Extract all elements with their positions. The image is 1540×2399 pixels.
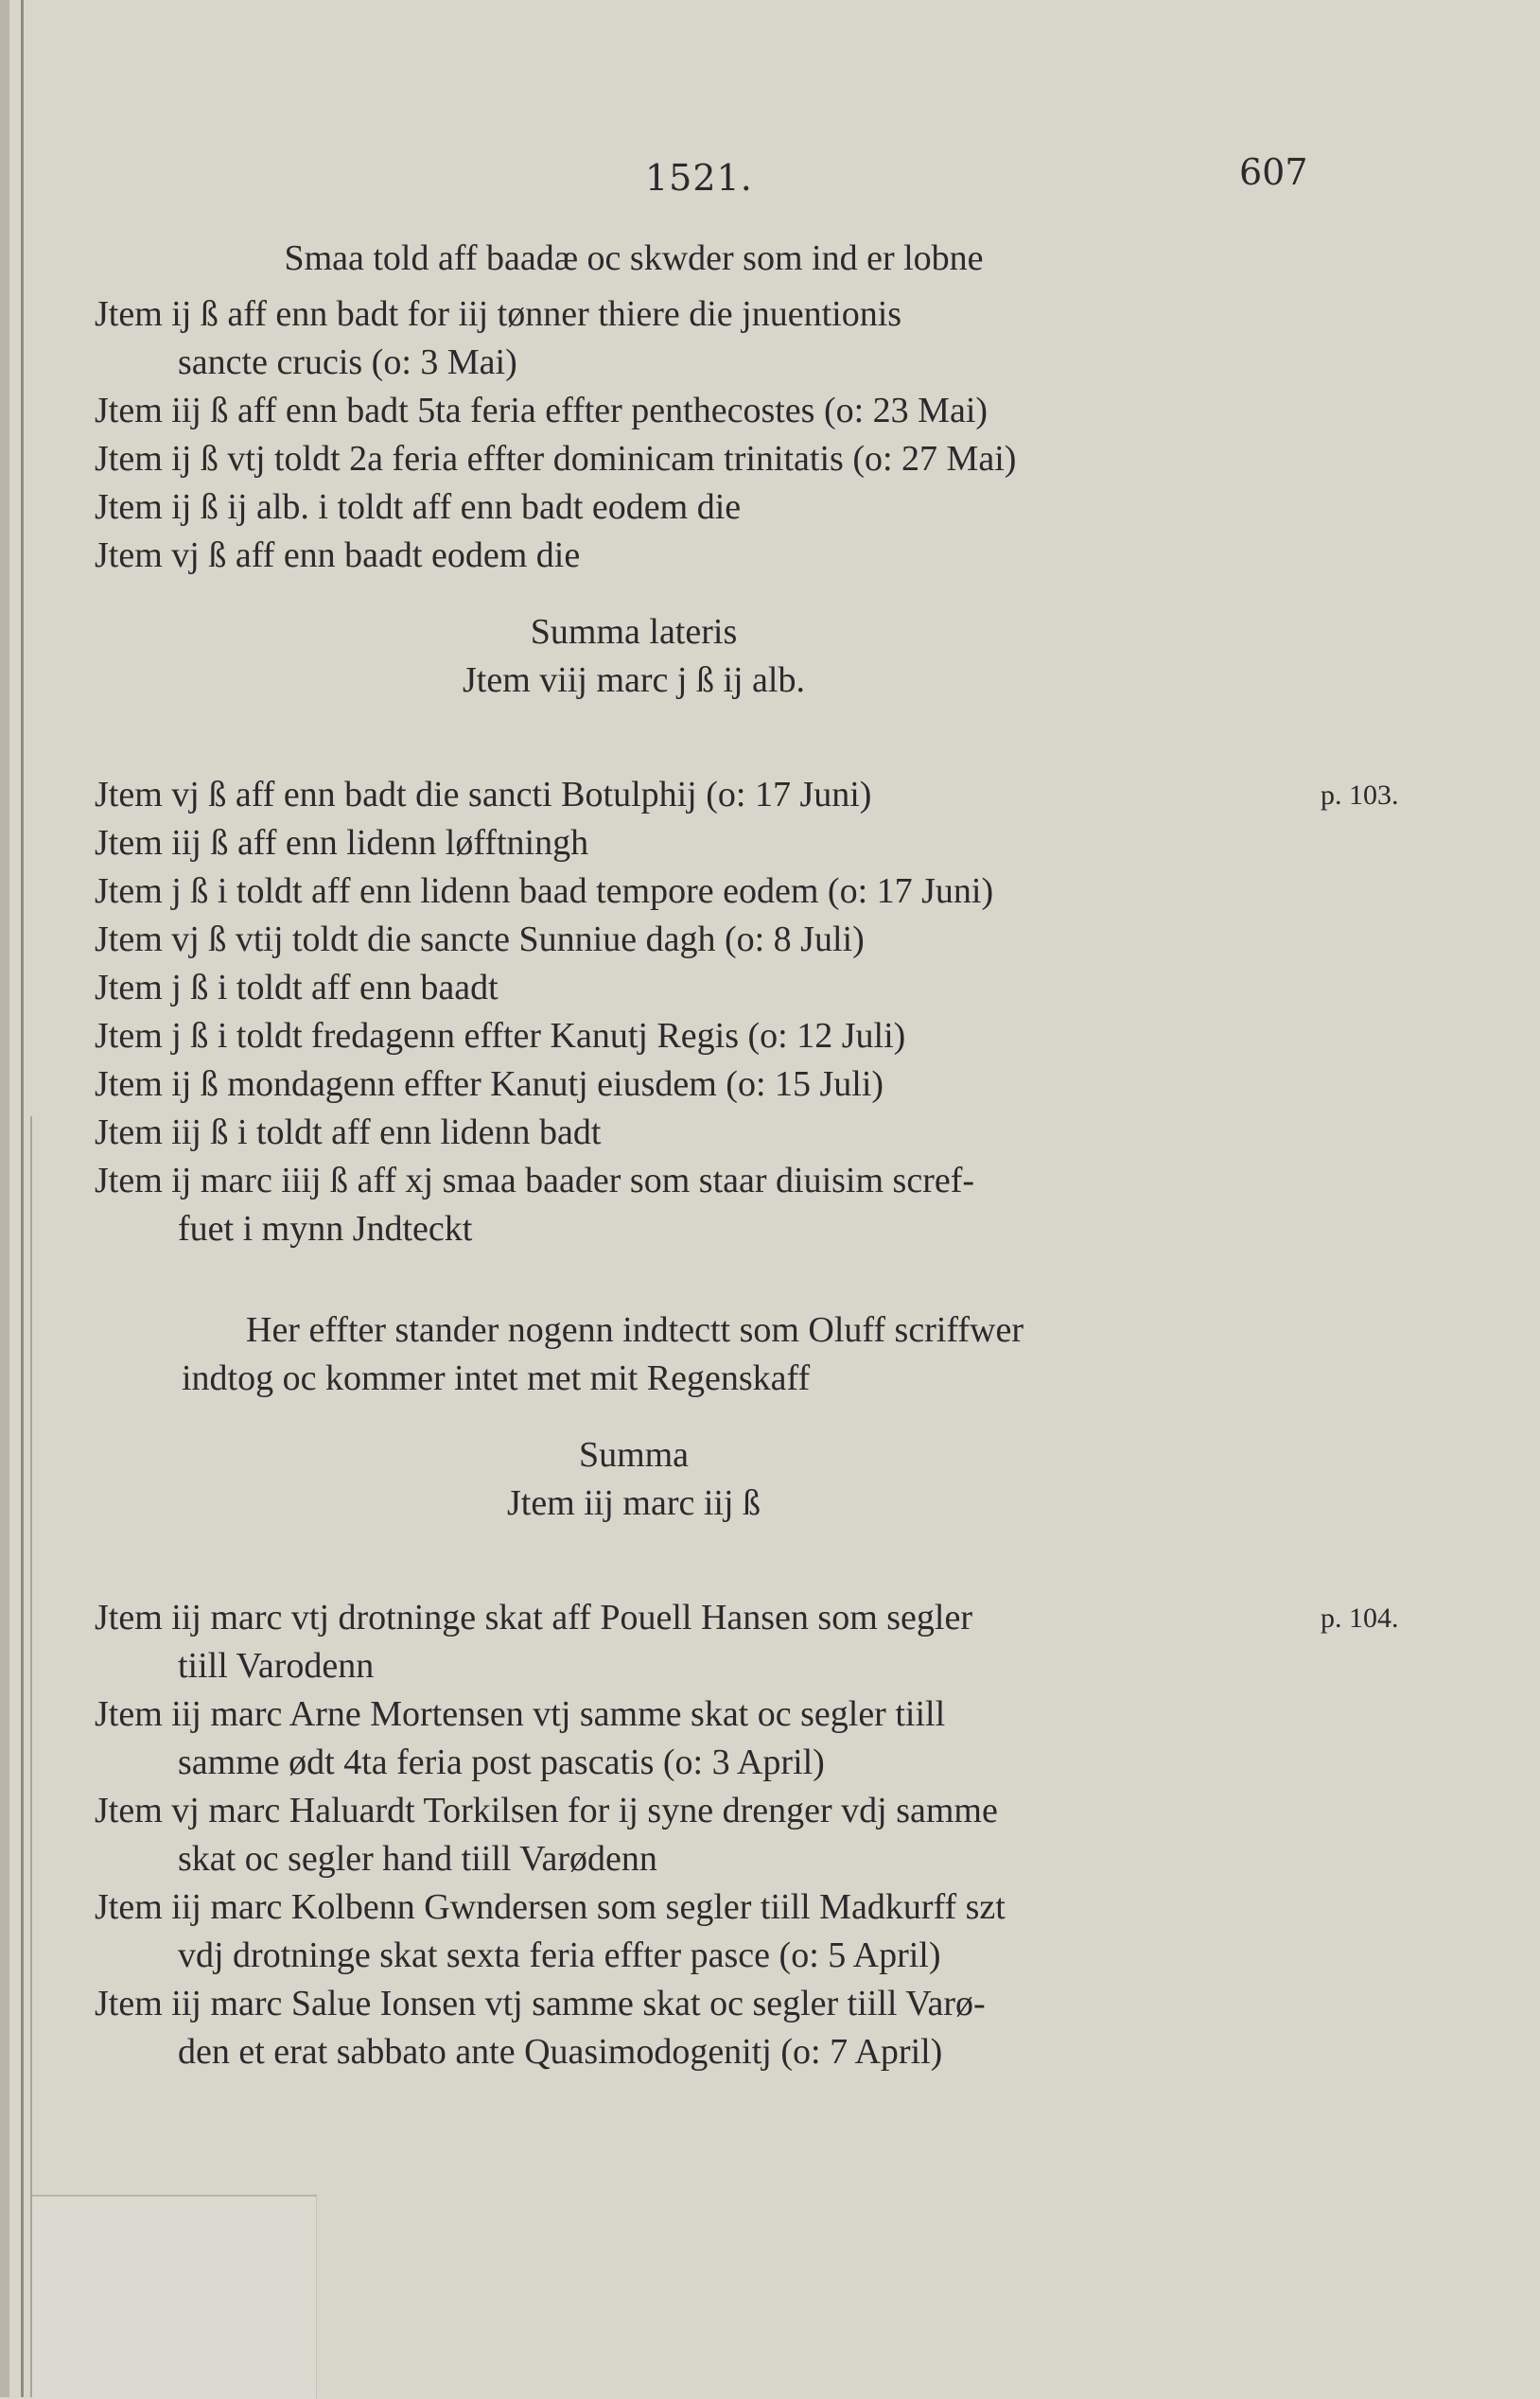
header-year: 1521. <box>645 157 753 199</box>
entry-line: Jtem j ß i toldt aff enn baadt <box>95 968 499 1007</box>
entry-line-continued: vdj drotninge skat sexta feria effter pasce (o: 5 April) <box>178 1935 941 1975</box>
entry-line: Jtem vj marc Haluardt Torkilsen for ij syne drenger vdj samme <box>95 1791 998 1830</box>
entry-line: Jtem iij ß aff enn lidenn løfftningh <box>95 823 589 863</box>
entry-line: Jtem ij ß vtj toldt 2a feria effter dominicam trinitatis (o: 27 Mai) <box>95 439 1017 479</box>
entry-line: Jtem vj ß aff enn badt die sancti Botulphij (o: 17 Juni) <box>95 775 872 814</box>
entry-line: Jtem ij marc iiij ß aff xj smaa baader som staar diuisim scref- <box>95 1161 975 1200</box>
summa-label: Summa <box>578 1435 690 1475</box>
entry-line: Jtem vj ß aff enn baadt eodem die <box>95 535 581 575</box>
summa-label: Summa lateris <box>530 612 738 652</box>
entry-line: Jtem ij ß mondagenn effter Kanutj eiusdem (o: 15 Juli) <box>95 1064 884 1104</box>
entry-line: Jtem iij marc Arne Mortensen vtj samme skat oc segler tiill <box>95 1694 946 1734</box>
body-text <box>95 235 1399 2076</box>
entry-line: Jtem iij ß i toldt aff enn lidenn badt <box>95 1112 602 1152</box>
entry-line-continued: sancte crucis (o: 3 Mai) <box>178 342 517 382</box>
entry-line: Jtem j ß i toldt fredagenn effter Kanutj Regis (o: 12 Juli) <box>95 1016 906 1056</box>
entry-line-continued: tiill Varodenn <box>178 1646 375 1686</box>
entry-row <box>95 1594 1399 1642</box>
note-line: indtog oc kommer intet met mit Regenskaff <box>182 1358 811 1398</box>
entry-row <box>95 771 1399 819</box>
summa-value: Jtem iij marc iij ß <box>506 1483 761 1523</box>
margin-reference: p. 103. <box>1321 779 1399 811</box>
summa-value: Jtem viij marc j ß ij alb. <box>463 660 805 700</box>
entry-line: Jtem vj ß vtij toldt die sancte Sunniue dagh (o: 8 Juli) <box>95 919 865 959</box>
entry-line-continued: fuet i mynn Jndteckt <box>178 1209 473 1249</box>
section-heading: Smaa told aff baadæ oc skwder som ind er lobne <box>284 238 984 278</box>
running-header <box>9 151 1540 204</box>
entry-line: Jtem j ß i toldt aff enn lidenn baad tempore eodem (o: 17 Juni) <box>95 871 994 911</box>
entry-line: Jtem ij ß ij alb. i toldt aff enn badt eodem die <box>95 487 742 527</box>
entry-line: Jtem iij marc Salue Ionsen vtj samme skat oc segler tiill Varø- <box>95 1984 986 2023</box>
entry-line: Jtem ij ß aff enn badt for iij tønner thiere die jnuentionis <box>95 294 902 334</box>
page-corner <box>32 2195 317 2399</box>
entry-line-continued: den et erat sabbato ante Quasimodogenitj (o: 7 April) <box>178 2032 943 2072</box>
margin-reference: p. 104. <box>1321 1602 1399 1634</box>
entry-line: Jtem iij marc Kolbenn Gwndersen som segler tiill Madkurff szt <box>95 1887 1006 1927</box>
page-number: 607 <box>1239 151 1308 193</box>
binding-edge <box>21 0 24 2397</box>
entry-line-continued: skat oc segler hand tiill Varødenn <box>178 1839 657 1879</box>
entry-line: Jtem iij marc vtj drotninge skat aff Pouell Hansen som segler <box>95 1598 972 1637</box>
note-line: Her effter stander nogenn indtectt som Oluff scriffwer <box>246 1310 1024 1350</box>
entry-line-continued: samme ødt 4ta feria post pascatis (o: 3 April) <box>178 1742 825 1782</box>
entry-line: Jtem iij ß aff enn badt 5ta feria effter penthecostes (o: 23 Mai) <box>95 391 989 430</box>
